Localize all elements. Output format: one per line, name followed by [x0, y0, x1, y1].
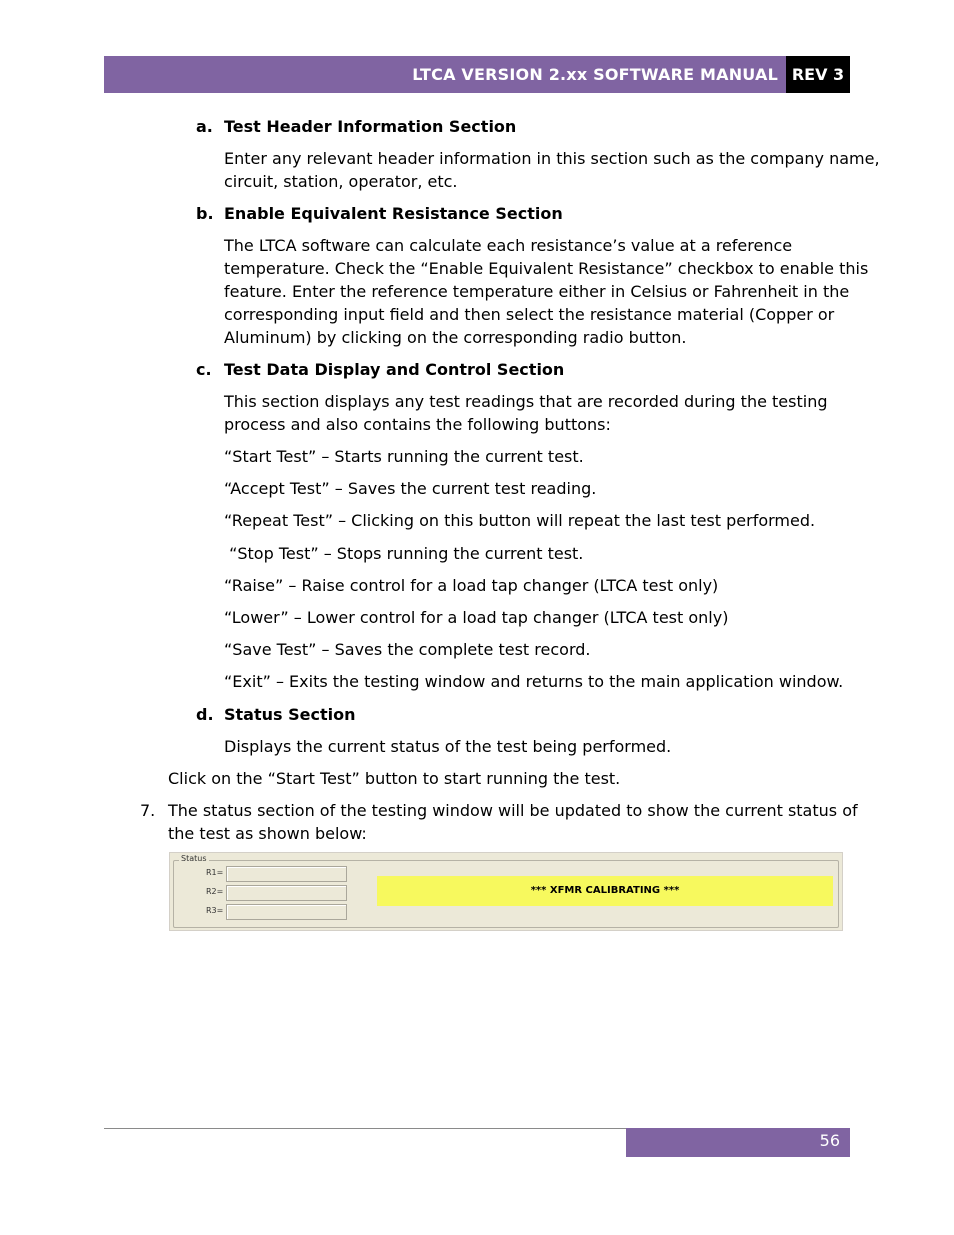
section-d-title: Status Section	[224, 705, 356, 724]
section-b-line-1: The LTCA software can calculate each resistance’s value at a reference	[224, 236, 793, 255]
section-a-line-2: circuit, station, operator, etc.	[224, 172, 458, 191]
button-desc-save-test: “Save Test” – Saves the complete test record.	[224, 640, 591, 659]
button-desc-accept-test: “Accept Test” – Saves the current test reading.	[224, 479, 597, 498]
button-desc-start-test: “Start Test” – Starts running the current test.	[224, 447, 584, 466]
header-bar	[104, 56, 786, 93]
page-number: 56	[819, 1131, 840, 1150]
r3-label: R3=	[206, 906, 224, 915]
status-panel	[169, 852, 843, 931]
section-c-label: c.	[196, 360, 212, 379]
r1-field[interactable]	[226, 866, 347, 882]
section-a-line-1: Enter any relevant header information in this section such as the company name,	[224, 149, 880, 168]
revision-badge: REV 3	[786, 56, 850, 93]
button-desc-lower: “Lower” – Lower control for a load tap changer (LTCA test only)	[224, 608, 729, 627]
step-7-line-1: The status section of the testing window will be updated to show the current status of	[168, 801, 858, 820]
button-desc-raise: “Raise” – Raise control for a load tap changer (LTCA test only)	[224, 576, 719, 595]
footer-page-box	[626, 1128, 850, 1157]
status-message: *** XFMR CALIBRATING ***	[377, 876, 833, 906]
section-a-label: a.	[196, 117, 213, 136]
r2-label: R2=	[206, 887, 224, 896]
r3-field[interactable]	[226, 904, 347, 920]
section-a-title: Test Header Information Section	[224, 117, 517, 136]
section-b-line-2: temperature. Check the “Enable Equivalent Resistance” checkbox to enable this	[224, 259, 869, 278]
r2-field[interactable]	[226, 885, 347, 901]
section-d-label: d.	[196, 705, 214, 724]
section-c-title: Test Data Display and Control Section	[224, 360, 565, 379]
step-7-number: 7.	[140, 801, 156, 820]
button-desc-exit: “Exit” – Exits the testing window and returns to the main application window.	[224, 672, 844, 691]
section-b-line-3: feature. Enter the reference temperature either in Celsius or Fahrenheit in the	[224, 282, 850, 301]
step-7-line-2: the test as shown below:	[168, 824, 367, 843]
status-group-box	[173, 854, 839, 928]
button-desc-repeat-test: “Repeat Test” – Clicking on this button will repeat the last test performed.	[224, 511, 816, 530]
button-desc-stop-test: “Stop Test” – Stops running the current test.	[224, 544, 584, 563]
section-b-label: b.	[196, 204, 214, 223]
section-c-line-1: This section displays any test readings that are recorded during the testing	[224, 392, 828, 411]
section-b-line-4: corresponding input field and then select the resistance material (Copper or	[224, 305, 835, 324]
footer-rule	[104, 1128, 626, 1129]
r1-label: R1=	[206, 868, 224, 877]
click-instruction: Click on the “Start Test” button to start running the test.	[168, 769, 621, 788]
section-d-line-1: Displays the current status of the test being performed.	[224, 737, 672, 756]
section-b-line-5: Aluminum) by clicking on the corresponding radio button.	[224, 328, 687, 347]
section-b-title: Enable Equivalent Resistance Section	[224, 204, 563, 223]
manual-title: LTCA VERSION 2.xx SOFTWARE MANUAL	[412, 65, 778, 84]
status-legend: Status	[181, 854, 207, 863]
section-c-line-2: process and also contains the following buttons:	[224, 415, 611, 434]
